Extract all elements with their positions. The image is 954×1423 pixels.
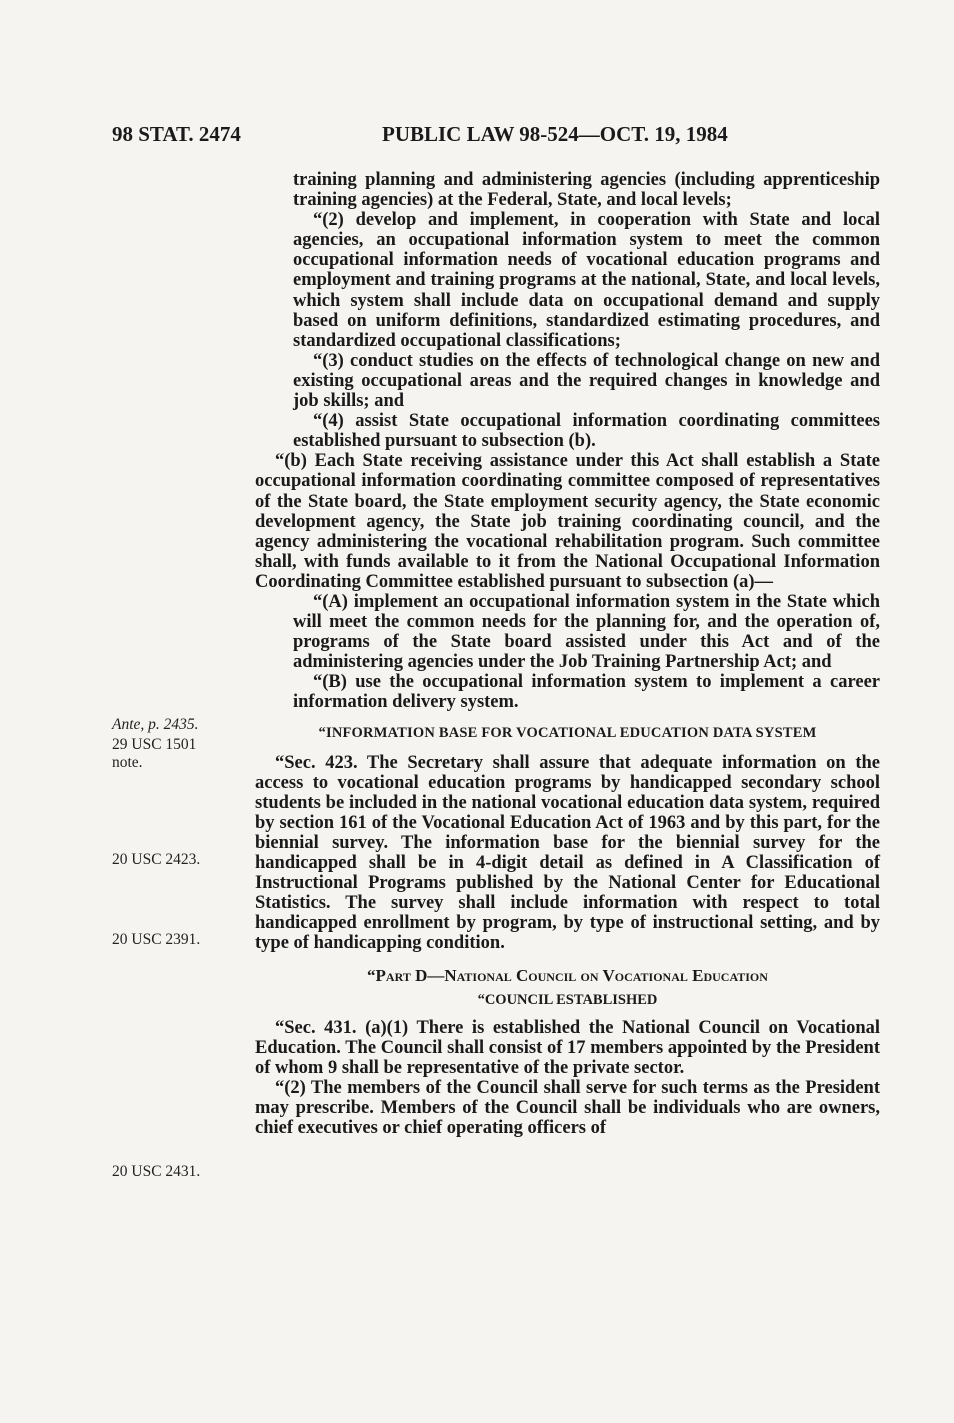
paragraph-3: “(3) conduct studies on the effects of technological change on new and existing occupational areas and the required changes in knowledge and job skills; and: [293, 350, 880, 412]
margin-note-29usc1501: 29 USC 1501: [112, 736, 197, 753]
paragraph-4: “(4) assist State occupational information coordinating committees established pursuant to subsection (b).: [293, 411, 880, 452]
margin-note-note: note.: [112, 754, 143, 771]
margin-note-20usc2391: 20 USC 2391.: [112, 931, 201, 948]
margin-note-ante-text: Ante, p. 2435.: [112, 716, 199, 733]
margin-note-20usc2431: 20 USC 2431.: [112, 1163, 201, 1180]
paragraph-1-continued: training planning and administering agencies (including apprenticeship training agencies) at the Federal, State, and local levels;: [293, 170, 880, 211]
public-law-title: PUBLIC LAW 98-524—OCT. 19, 1984: [382, 122, 728, 146]
heading-information-base: “INFORMATION BASE FOR VOCATIONAL EDUCATION DATA SYSTEM: [318, 724, 817, 741]
heading-part-d: “Part D—National Council on Vocational Education: [367, 965, 768, 985]
section-431-a2: “(2) The members of the Council shall serve for such terms as the President may prescribe. Members of the Council shall be individuals who are owners, chief executives or chief operating officers of: [255, 1078, 880, 1139]
clause-a: “(A) implement an occupational information system in the State which will meet the common needs for the planning for, and the operation of, programs of the State board assisted under this Act and of the administering agencies under the Job Training Partnership Act; and: [293, 591, 880, 673]
margin-note-20usc2423: 20 USC 2423.: [112, 851, 201, 868]
margin-note-ante: [112, 716, 199, 734]
stat-page-number: 98 STAT. 2474: [112, 122, 241, 146]
paragraph-2: “(2) develop and implement, in cooperation with State and local agencies, an occupational information system to meet the common occupational information needs of vocational education programs and employment and training programs at the national, State, and local levels, which system shall include data on occupational demand and supply based on uniform definitions, standardized estimating procedures, and standardized occupational classifications;: [293, 210, 880, 351]
heading-council-established: “COUNCIL ESTABLISHED: [477, 991, 658, 1008]
section-431-a1: “Sec. 431. (a)(1) There is established the National Council on Vocational Education. The Council shall consist of 17 members appointed by the President of whom 9 shall be representative of the private sector.: [255, 1017, 880, 1078]
clause-b: “(B) use the occupational information system to implement a career information delivery system.: [293, 672, 880, 713]
section-423: “Sec. 423. The Secretary shall assure that adequate information on the access to vocational education programs by handicapped secondary school students be included in the national vocational education data system, required by section 161 of the Vocational Education Act of 1963 and by this part, for the biennial survey. The information base for the biennial survey for the handicapped shall be in 4-digit detail as defined in A Classification of Instructional Programs published by the National Center for Educational Statistics. The survey shall include information with respect to total handicapped enrollment by program, by type of instructional setting, and by type of handicapping condition.: [255, 752, 880, 954]
statute-body: [255, 170, 880, 1138]
subsection-b: “(b) Each State receiving assistance under this Act shall establish a State occupational information coordinating committee composed of representatives of the State board, the State employment security agency, the State economic development agency, the State job training coordinating council, and the agency administering the vocational rehabilitation program. Such committee shall, with funds available to it from the National Occupational Information Coordinating Committee established pursuant to subsection (a)—: [255, 451, 880, 592]
